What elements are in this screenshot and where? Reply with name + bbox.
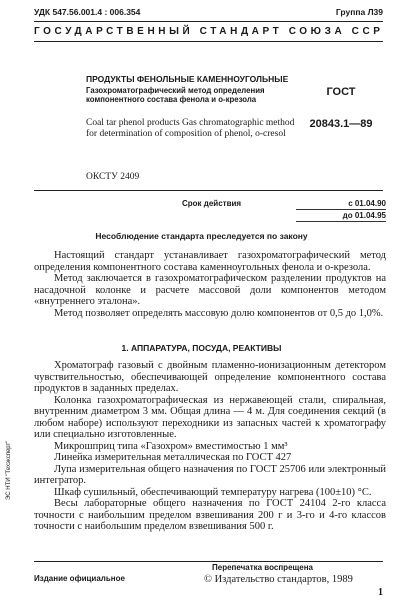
title-en: Coal tar phenol products Gas chromatographic method for determination of composition of phenol, o-cresol	[86, 118, 295, 139]
udk-code: УДК 547.56.001.4 : 006.354	[34, 7, 141, 17]
section-body	[34, 360, 386, 533]
copyright: © Издательство стандартов, 1989	[204, 574, 353, 585]
validity-to: до 01.04.95	[296, 210, 386, 222]
validity-dates	[296, 198, 386, 222]
top-rule	[34, 21, 383, 22]
footer-rule	[34, 561, 383, 562]
legal-notice: Несоблюдение стандарта преследуется по закону	[95, 231, 308, 241]
section-paragraph: Линейка измерительная металлическая по ГОСТ 427	[54, 452, 292, 463]
title-rule	[34, 190, 383, 191]
gost-number: 20843.1—89	[309, 118, 373, 130]
section-paragraph: Лупа измерительная общего назначения по ГОСТ 25706 или электронный интегратор.	[34, 463, 386, 486]
intro-paragraph: Настоящий стандарт устанавливает газохроматографический метод определения компонентного состава каменноугольных фенола и о-крезола.	[34, 250, 386, 273]
page-number: 1	[378, 587, 383, 598]
okstu-code: ОКСТУ 2409	[86, 172, 140, 182]
section-paragraph: Микрошприц типа «Газохром» вместимостью 1 мм³	[54, 440, 288, 452]
validity-label: Срок действия	[182, 199, 242, 208]
section-title: 1. АППАРАТУРА, ПОСУДА, РЕАКТИВЫ	[121, 343, 282, 353]
intro-paragraph: Метод позволяет определять массовую долю компонентов от 0,5 до 1,0%.	[54, 307, 384, 319]
intro-paragraph: Метод заключается в газохроматографическом разделении продуктов на насадочной колонке и расчете массовой доли компонентов методом «внутреннего эталона».	[34, 273, 386, 307]
intro-text	[34, 250, 386, 319]
title-ru-main: ПРОДУКТЫ ФЕНОЛЬНЫЕ КАМЕННОУГОЛЬНЫЕ	[86, 74, 289, 84]
section-paragraph: Хроматограф газовый с двойным пламенно-ионизационным детектором чувствительностью, обеспечивающей определение компонентного состава продуктов в заданных пределах.	[34, 360, 386, 394]
gov-standard-banner: ГОСУДАРСТВЕННЫЙ СТАНДАРТ СОЮЗА ССР	[34, 26, 384, 37]
title-ru-sub: Газохроматографический метод определения компонентного состава фенола и о-крезола	[86, 86, 265, 104]
official-edition: Издание официальное	[34, 574, 125, 583]
section-paragraph: Колонка газохроматографическая из нержавеющей стали, спиральная, внутренним диаметром 3 мм. Общая длина — 4 м. Для соединения секций (в любом наборе) используют переходники из запасных частей к хроматографу или специально изготовленные.	[34, 394, 386, 440]
sidebar-stamp: ЭС НТИ "Техэксперт"	[6, 440, 12, 500]
reprint-notice: Перепечатка воспрещена	[212, 563, 313, 572]
validity-from: с 01.04.90	[296, 198, 386, 210]
gost-designation	[296, 86, 386, 130]
section-paragraph: Шкаф сушильный, обеспечивающий температуру нагрева (100±10) °С.	[54, 486, 372, 498]
section-paragraph: Весы лабораторные общего назначения по ГОСТ 24104 2-го класса точности с наибольшим пределом взвешивания 200 г и 3-го и 4-го классов точности с наибольшим пределом взвешивания 500 г.	[34, 498, 386, 532]
group-code: Группа Л39	[335, 7, 383, 17]
gost-word: ГОСТ	[326, 86, 356, 98]
banner-rule	[34, 41, 383, 42]
